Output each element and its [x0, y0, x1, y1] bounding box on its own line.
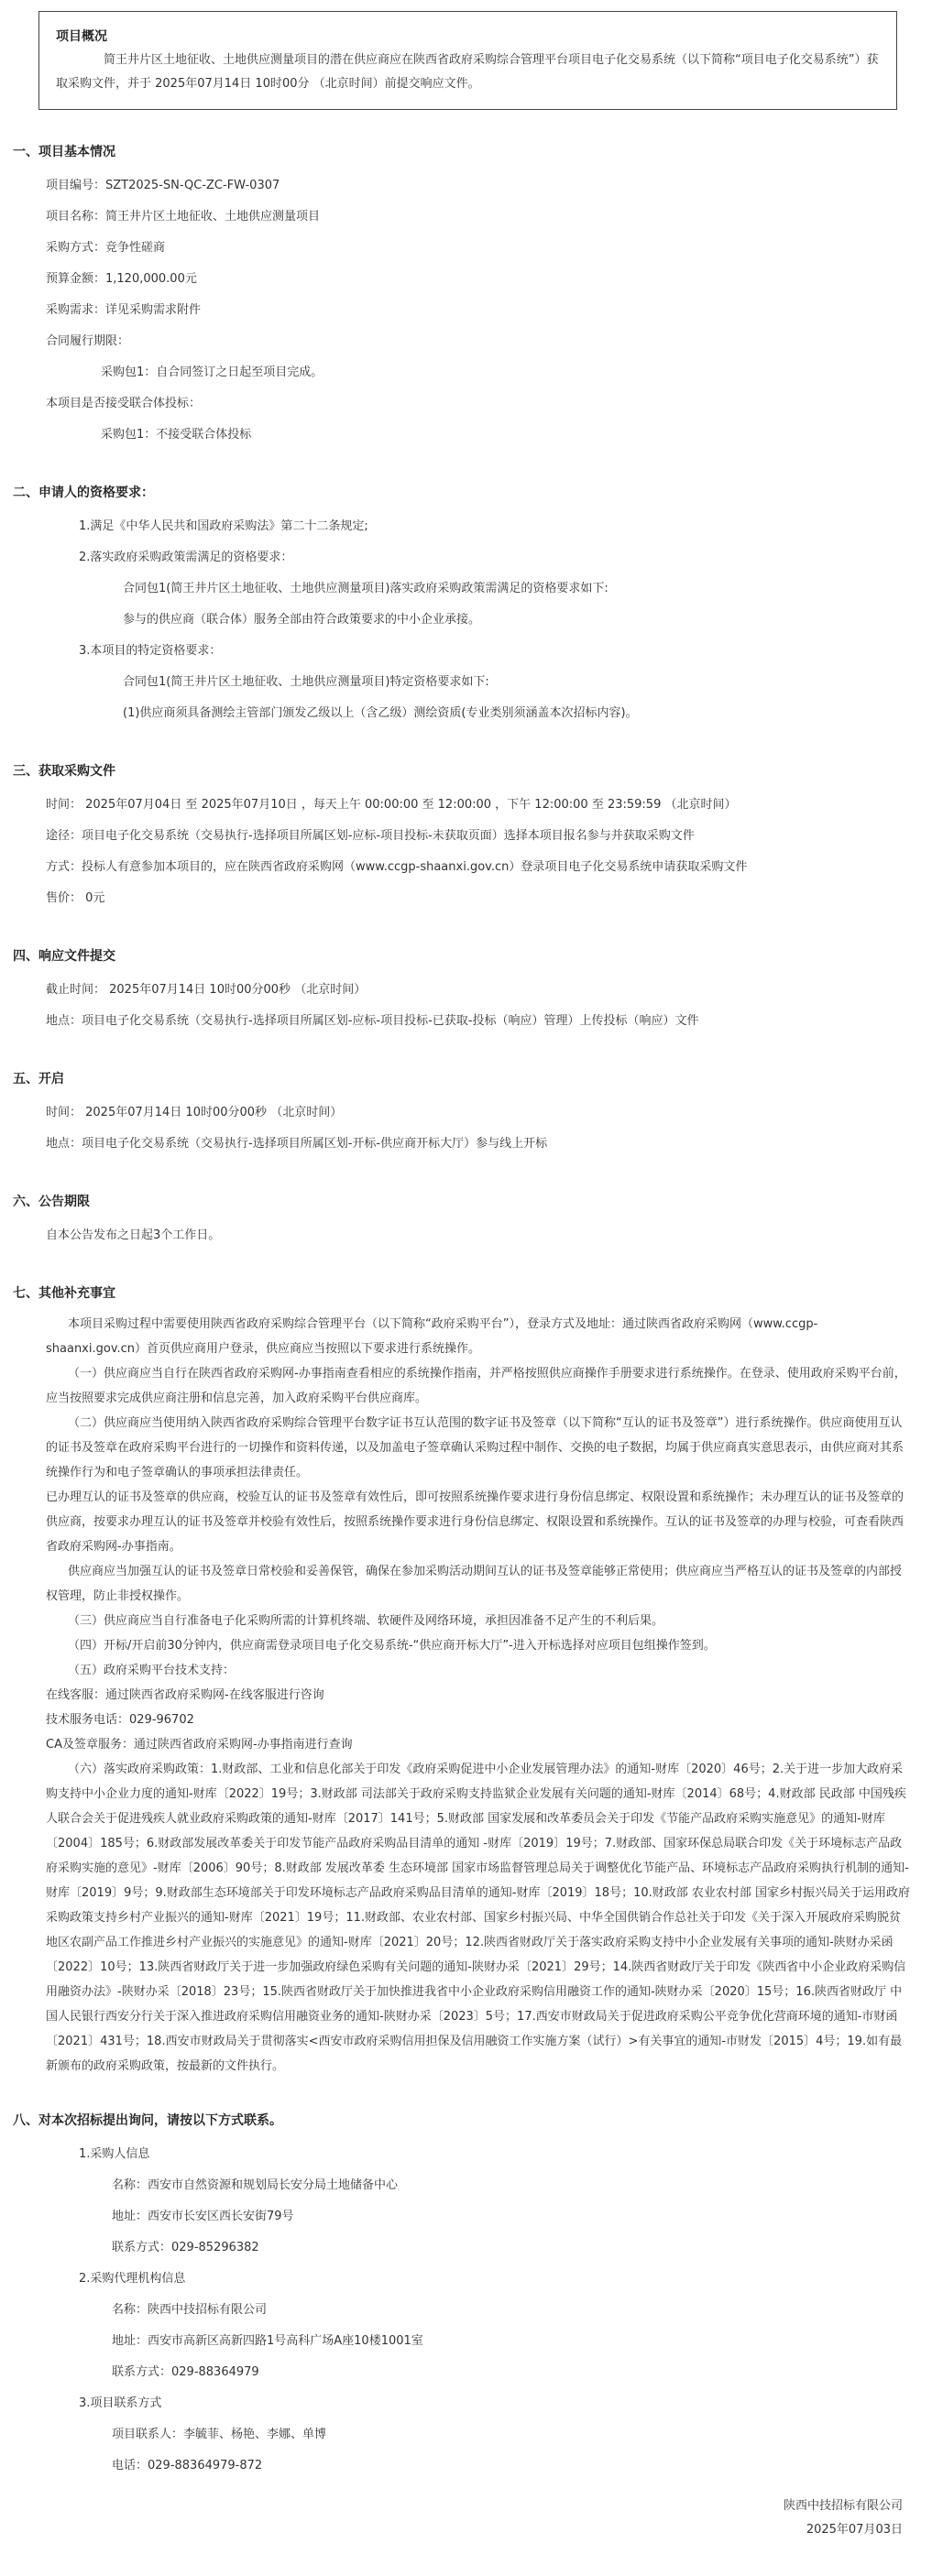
section-title: 三、获取采购文件: [13, 764, 115, 779]
joint-bid-package: 采购包1：不接受联合体投标: [101, 428, 252, 442]
qualification-item: 合同包1(简王井片区土地征收、土地供应测量项目)特定资格要求如下:: [123, 675, 489, 689]
section-opening: [13, 1068, 921, 1160]
project-name: 项目名称：简王井片区土地征收、土地供应测量项目: [46, 210, 321, 224]
other-paragraph: 供应商应当加强互认的证书及签章日常校验和妥善保管，确保在参加采购活动期间互认的证书及签章能够正常使用；供应商应当严格互认的证书及签章的内部授权管理，防止非授权操作。: [46, 1565, 903, 1603]
other-paragraph: 本项目采购过程中需要使用陕西省政府采购综合管理平台（以下简称“政府采购平台”），登录方式及地址：通过陕西省政府采购网（www.ccgp-shaanxi.gov.cn）首页供应商用户登录，供应商应当按照以下要求进行系统操作。: [46, 1317, 818, 1356]
support-phone: 技术服务电话：029-96702: [46, 1713, 194, 1727]
submission-deadline: 截止时间： 2025年07月14日 10时00分00秒 （北京时间）: [46, 983, 367, 997]
procurement-demand: 采购需求：详见采购需求附件: [46, 303, 202, 317]
contact-heading: 3.项目联系方式: [79, 2396, 162, 2410]
other-paragraph: （一）供应商应当自行在陕西省政府采购网-办事指南查看相应的系统操作指南，并严格按照供应商操作手册要求进行系统操作。在登录、使用政府采购平台前，应当按照要求完成供应商注册和信息完善，加入政府采购平台供应商库。: [46, 1367, 906, 1405]
buyer-phone: 联系方式：029-85296382: [112, 2241, 259, 2254]
opening-time: 时间： 2025年07月14日 10时00分00秒 （北京时间）: [46, 1106, 343, 1119]
section-title: 二、申请人的资格要求：: [13, 486, 154, 500]
section-obtain-documents: [13, 760, 921, 914]
overview-box: [38, 11, 897, 110]
section-title: 五、开启: [13, 1072, 64, 1086]
notice-period-text: 自本公告发布之日起3个工作日。: [46, 1228, 221, 1242]
support-online: 在线客服：通过陕西省政府采购网-在线客服进行咨询: [46, 1688, 324, 1702]
section-title: 八、对本次招标提出询问，请按以下方式联系。: [13, 2113, 282, 2128]
procurement-method: 采购方式：竞争性磋商: [46, 241, 166, 255]
section-basic-info: [13, 141, 921, 451]
qualification-item: 1.满足《中华人民共和国政府采购法》第二十二条规定;: [79, 519, 368, 533]
contact-phone: 电话：029-88364979-872: [112, 2459, 263, 2472]
buyer-address: 地址：西安市长安区西长安街79号: [112, 2210, 294, 2223]
section-other-matters: [13, 1283, 921, 2079]
opening-location: 地点：项目电子化交易系统（交易执行-选择项目所属区划-开标-供应商开标大厅）参与线上开标: [46, 1137, 548, 1151]
qualification-item: 参与的供应商（联合体）服务全部由符合政策要求的中小企业承接。: [123, 613, 481, 627]
agent-name: 名称：陕西中技招标有限公司: [112, 2303, 268, 2317]
section-submission: [13, 945, 921, 1037]
obtain-method: 方式：投标人有意参加本项目的，应在陕西省政府采购网（www.ccgp-shaanxi.gov.cn）登录项目电子化交易系统申请获取采购文件: [46, 860, 748, 874]
obtain-channel: 途径：项目电子化交易系统（交易执行-选择项目所属区划-应标-项目投标-未获取页面）选择本项目报名参与并获取采购文件: [46, 829, 695, 843]
other-paragraph: （三）供应商应当自行准备电子化采购所需的计算机终端、软硬件及网络环境，承担因准备不足产生的不利后果。: [68, 1614, 664, 1628]
support-ca: CA及签章服务：通过陕西省政府采购网-办事指南进行查询: [46, 1738, 353, 1752]
overview-title: 项目概况: [56, 29, 107, 44]
policy-paragraph: （六）落实政府采购政策：1.财政部、工业和信息化部关于印发《政府采购促进中小企业发展管理办法》的通知-财库〔2020〕46号；2.关于进一步加大政府采购支持中小企业力度的通知-财库〔2022〕19号；3.财政部 司法部关于政府采购支持监狱企业发展有关问题的通知-财库〔2014〕68号；4.财政部 民政部 中国残疾人联合会关于促进残疾人就业政府采购政策的通知-财库〔2017〕141号；5.财政部 国家发展和改革委员会关于印发《节能产品政府采购实施意见》的通知-财库〔2004〕185号；6.财政部发展改革委关于印发节能产品政府采购品目清单的通知 -财库〔2019〕19号；7.财政部、国家环保总局联合印发《关于环境标志产品政府采购实施的意见》-财库〔2006〕90号；8.财政部 发展改革委 生态环境部 国家市场监督管理总局关于调整优化节能产品、环境标志产品政府采购执行机制的通知-财库〔2019〕9号；9.财政部生态环境部关于印发环境标志产品政府采购品目清单的通知-财库〔2019〕18号；10.财政部 农业农村部 国家乡村振兴局关于运用政府采购政策支持乡村产业振兴的通知-财库〔2021〕19号；11.财政部、农业农村部、国家乡村振兴局、中华全国供销合作总社关于印发《关于深入开展政府采购脱贫地区农副产品工作推进乡村产业振兴的实施意见》的通知-财库〔2021〕20号；12.陕西省财政厅关于落实政府采购支持中小企业发展有关事项的通知-陕财办采函〔2022〕10号；13.陕西省财政厅关于进一步加强政府绿色采购有关问题的通知-陕财办采〔2021〕29号；14.陕西省财政厅关于印发《陕西省中小企业政府采购信用融资办法》-陕财办采〔2018〕23号；15.陕西省财政厅关于加快推进我省中小企业政府采购信用融资工作的通知-陕财办采〔2020〕15号；16.陕西省财政厅 中国人民银行西安分行关于深入推进政府采购信用融资业务的通知-陕财办采〔2023〕5号；17.西安市财政局关于促进政府采购公平竞争优化营商环境的通知-市财函〔2021〕431号；18.西安市财政局关于贯彻落实<西安市政府采购信用担保及信用融资工作实施方案（试行）>有关事宜的通知-市财发〔2015〕4号；19.如有最新颁布的政府采购政策，按最新的文件执行。: [46, 1763, 911, 2073]
obtain-price: 售价： 0元: [46, 891, 105, 905]
budget-amount: 预算金额：1,120,000.00元: [46, 272, 197, 286]
submission-location: 地点：项目电子化交易系统（交易执行-选择项目所属区划-应标-项目投标-已获取-投标（响应）管理）上传投标（响应）文件: [46, 1014, 699, 1028]
qualification-item: 合同包1(简王井片区土地征收、土地供应测量项目)落实政府采购政策需满足的资格要求如下:: [123, 582, 609, 595]
agent-heading: 2.采购代理机构信息: [79, 2272, 186, 2286]
agent-phone: 联系方式：029-88364979: [112, 2365, 259, 2379]
footer-org: 陕西中技招标有限公司: [783, 2499, 903, 2513]
section-title: 六、公告期限: [13, 1195, 90, 1209]
section-notice-period: [13, 1191, 921, 1251]
agent-address: 地址：西安市高新区高新四路1号高科广场A座10楼1001室: [112, 2334, 423, 2348]
qualification-item: (1)供应商须具备测绘主管部门颁发乙级以上（含乙级）测绘资质(专业类别须涵盖本次招标内容)。: [123, 706, 638, 720]
section-title: 七、其他补充事宜: [13, 1286, 115, 1301]
section-qualifications: [13, 482, 921, 729]
footer-date: 2025年07月03日: [806, 2523, 903, 2537]
other-paragraph: （四）开标/开启前30分钟内，供应商需登录项目电子化交易系统-“供应商开标大厅”-进入开标选择对应项目包组操作签到。: [68, 1639, 716, 1653]
contact-person: 项目联系人：李毓菲、杨艳、李娜、单博: [112, 2428, 327, 2441]
other-paragraph: 已办理互认的证书及签章的供应商，校验互认的证书及签章有效性后，即可按照系统操作要求进行身份信息绑定、权限设置和系统操作；未办理互认的证书及签章的供应商，按要求办理互认的证书及签章并校验有效性后，按照系统操作要求进行身份信息绑定、权限设置和系统操作。互认的证书及签章的办理与校验，可查看陕西省政府采购网-办事指南。: [46, 1490, 905, 1554]
other-paragraph: （二）供应商应当使用纳入陕西省政府采购综合管理平台数字证书互认范围的数字证书及签章（以下简称“互认的证书及签章”）进行系统操作。供应商使用互认的证书及签章在政府采购平台进行的一切操作和资料传递，以及加盖电子签章确认采购过程中制作、交换的电子数据，均属于供应商真实意思表示，由供应商对其系统操作行为和电子签章确认的事项承担法律责任。: [46, 1416, 905, 1479]
footer: [11, 2494, 921, 2542]
buyer-name: 名称：西安市自然资源和规划局长安分局土地储备中心: [112, 2178, 399, 2192]
other-paragraph: （五）政府采购平台技术支持：: [68, 1664, 236, 1677]
qualification-item: 3.本项目的特定资格要求：: [79, 644, 222, 658]
section-title: 四、响应文件提交: [13, 949, 115, 964]
qualification-item: 2.落实政府采购政策需满足的资格要求：: [79, 551, 293, 564]
contract-period-package: 采购包1：自合同签订之日起至项目完成。: [101, 366, 323, 379]
section-title: 一、项目基本情况: [13, 145, 115, 159]
project-number: 项目编号：SZT2025-SN-QC-ZC-FW-0307: [46, 179, 280, 192]
obtain-time: 时间： 2025年07月04日 至 2025年07月10日 ，每天上午 00:00:00 至 12:00:00 ，下午 12:00:00 至 23:59:59 （北京时间）: [46, 798, 737, 812]
contract-period-label: 合同履行期限：: [46, 334, 130, 348]
buyer-heading: 1.采购人信息: [79, 2147, 150, 2161]
joint-bid-label: 本项目是否接受联合体投标：: [46, 397, 202, 410]
overview-text: 简王井片区土地征收、土地供应测量项目的潜在供应商应在陕西省政府采购综合管理平台项目电子化交易系统（以下简称“项目电子化交易系统”）获取采购文件，并于 2025年07月14日 10时00分 （北京时间）前提交响应文件。: [56, 53, 879, 91]
section-contact: [13, 2110, 921, 2482]
